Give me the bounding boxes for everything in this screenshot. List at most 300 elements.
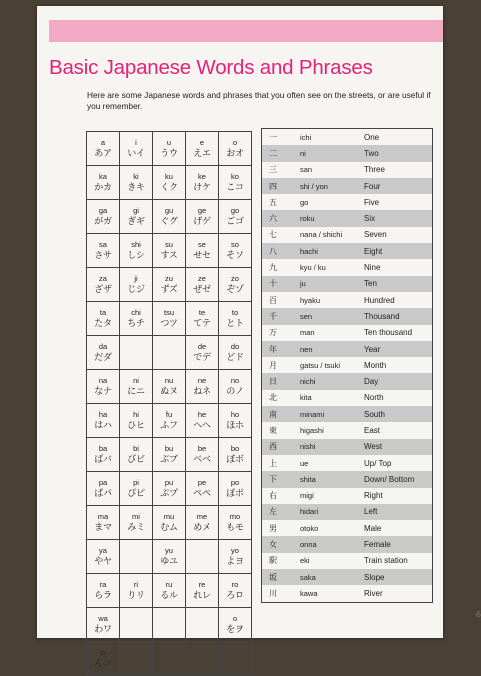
vocabulary-row <box>262 162 432 178</box>
kana-cell <box>219 506 252 540</box>
kana-cell <box>219 234 252 268</box>
kana-romaji: ge <box>197 205 207 215</box>
kana-cell <box>153 336 186 370</box>
kana-characters: とト <box>226 318 244 329</box>
kana-romaji: wa <box>98 613 108 623</box>
kana-romaji: pu <box>164 477 174 487</box>
romaji-reading: saka <box>300 572 316 582</box>
romaji-reading: nishi <box>300 442 316 452</box>
kana-characters: はハ <box>94 420 112 431</box>
kanji-character: 三 <box>269 165 277 175</box>
kanji-character: 一 <box>269 132 277 142</box>
vocabulary-row <box>262 276 432 292</box>
kana-characters: ねネ <box>193 386 211 397</box>
kana-cell <box>186 370 219 404</box>
english-meaning: Up/ Top <box>364 458 392 468</box>
kana-characters: つツ <box>160 318 178 329</box>
kana-characters: やヤ <box>94 556 112 567</box>
kana-cell <box>87 302 120 336</box>
kana-cell <box>186 336 219 370</box>
romaji-reading: shi / yon <box>300 181 328 191</box>
kana-characters: えエ <box>193 148 211 159</box>
kana-characters: りリ <box>127 590 145 601</box>
kana-romaji: mi <box>132 511 140 521</box>
kana-romaji: ri <box>133 579 139 589</box>
kana-romaji: bo <box>230 443 240 453</box>
kana-romaji: ro <box>231 579 239 589</box>
kana-romaji: pi <box>133 477 139 487</box>
romaji-reading: man <box>300 328 315 338</box>
page-number: 6 <box>476 610 481 619</box>
romaji-reading: ju <box>300 279 306 289</box>
kana-cell <box>153 472 186 506</box>
romaji-reading: ue <box>300 458 309 468</box>
kana-cell <box>186 404 219 438</box>
kanji-character: 南 <box>269 409 277 419</box>
kana-row <box>87 166 252 200</box>
english-meaning: Left <box>364 507 378 517</box>
kana-romaji: se <box>198 239 206 249</box>
kana-cell <box>87 472 120 506</box>
vocabulary-row <box>262 471 432 487</box>
kana-cell <box>186 200 219 234</box>
vocabulary-row <box>262 569 432 585</box>
vocabulary-row <box>262 536 432 552</box>
romaji-reading: sen <box>300 311 313 321</box>
kana-cell <box>219 472 252 506</box>
kana-characters: うウ <box>160 148 178 159</box>
kanji-character: 千 <box>269 311 277 321</box>
english-meaning: West <box>364 442 383 452</box>
kana-cell <box>120 336 153 370</box>
kana-cell <box>87 608 120 642</box>
kana-cell <box>219 404 252 438</box>
kana-characters: たタ <box>94 318 112 329</box>
kana-romaji: re <box>198 579 206 589</box>
kana-characters: ぬヌ <box>160 386 178 397</box>
kana-characters: ぶブ <box>160 454 178 465</box>
kana-romaji: pa <box>98 477 108 487</box>
kanji-character: 二 <box>269 148 277 158</box>
kana-characters: いイ <box>127 148 145 159</box>
kana-cell <box>219 438 252 472</box>
kana-romaji: nu <box>164 375 174 385</box>
english-meaning: Five <box>364 197 380 207</box>
kana-characters: ろロ <box>226 590 244 601</box>
kana-table <box>86 131 252 676</box>
vocabulary-row <box>262 243 432 259</box>
kana-characters: へヘ <box>193 420 211 431</box>
intro-paragraph: Here are some Japanese words and phrases that you often see on the streets, or are useful if you remember. <box>87 90 431 111</box>
kanji-character: 左 <box>269 507 277 517</box>
kana-characters: しシ <box>127 250 145 261</box>
kana-characters: ざザ <box>94 284 112 295</box>
kana-cell <box>186 540 219 574</box>
kanji-character: 百 <box>269 295 277 305</box>
kana-cell <box>120 608 153 642</box>
kana-row <box>87 438 252 472</box>
kanji-character: 東 <box>269 425 277 435</box>
kanji-character: 月 <box>269 360 277 370</box>
kana-characters: がガ <box>94 216 112 227</box>
kana-characters: んン <box>94 658 112 669</box>
kana-romaji: tsu <box>163 307 174 317</box>
english-meaning: Three <box>364 165 385 175</box>
vocabulary-row <box>262 325 432 341</box>
kana-cell <box>186 642 219 676</box>
kana-cell <box>87 268 120 302</box>
english-meaning: Ten <box>364 279 377 289</box>
english-meaning: Down/ Bottom <box>364 474 415 484</box>
kana-characters: めメ <box>193 522 211 533</box>
kana-row <box>87 506 252 540</box>
kana-romaji: fu <box>165 409 173 419</box>
kana-cell <box>186 574 219 608</box>
kana-row <box>87 472 252 506</box>
kana-characters: ずズ <box>160 284 178 295</box>
kana-cell <box>219 132 252 166</box>
romaji-reading: kyu / ku <box>300 263 326 273</box>
english-meaning: Four <box>364 181 381 191</box>
kanji-character: 年 <box>269 344 277 354</box>
kana-cell <box>87 574 120 608</box>
kana-cell <box>153 642 186 676</box>
kana-romaji: hi <box>133 409 139 419</box>
kana-romaji: ma <box>97 511 109 521</box>
kana-romaji: da <box>98 341 108 351</box>
kana-cell <box>153 302 186 336</box>
kana-cell <box>120 302 153 336</box>
english-meaning: Day <box>364 377 379 387</box>
kana-characters: ほホ <box>226 420 244 431</box>
kana-romaji: to <box>231 307 239 317</box>
kana-characters: のノ <box>226 386 244 397</box>
kanji-character: 坂 <box>269 572 277 582</box>
kana-characters: ぜゼ <box>193 284 211 295</box>
kana-characters: ひヒ <box>127 420 145 431</box>
vocabulary-row <box>262 553 432 569</box>
english-meaning: Month <box>364 360 387 370</box>
kana-cell <box>120 472 153 506</box>
vocabulary-row <box>262 357 432 373</box>
kana-romaji: bi <box>133 443 139 453</box>
kana-cell <box>153 506 186 540</box>
kana-characters: くク <box>160 182 178 193</box>
kana-characters: あア <box>94 148 112 159</box>
kana-characters: よヨ <box>226 556 244 567</box>
english-meaning: Female <box>364 540 391 550</box>
kana-characters: ぼボ <box>226 454 244 465</box>
kana-cell <box>219 268 252 302</box>
kana-characters: きキ <box>127 182 145 193</box>
vocabulary-row <box>262 422 432 438</box>
kana-characters: だダ <box>94 352 112 363</box>
romaji-reading: roku <box>300 214 315 224</box>
kana-characters: ぽポ <box>226 488 244 499</box>
kana-romaji: ji <box>134 273 138 283</box>
kana-cell <box>87 370 120 404</box>
kana-romaji: u <box>166 137 172 147</box>
kana-characters: こコ <box>226 182 244 193</box>
kana-romaji: i <box>135 137 137 147</box>
english-meaning: Right <box>364 491 383 501</box>
kana-characters: ぐグ <box>160 216 178 227</box>
kana-cell <box>87 506 120 540</box>
romaji-reading: san <box>300 165 313 175</box>
kanji-character: 五 <box>269 197 277 207</box>
kana-cell <box>186 608 219 642</box>
kana-cell <box>186 302 219 336</box>
kana-cell <box>219 200 252 234</box>
kanji-character: 四 <box>269 181 277 191</box>
kana-cell <box>87 234 120 268</box>
english-meaning: Hundred <box>364 295 395 305</box>
kana-cell <box>186 132 219 166</box>
kana-romaji: pe <box>197 477 207 487</box>
kana-characters: もモ <box>226 522 244 533</box>
kana-cell <box>87 540 120 574</box>
kana-romaji: go <box>230 205 240 215</box>
kanji-character: 十 <box>269 279 277 289</box>
kana-cell <box>153 132 186 166</box>
kana-characters: むム <box>160 522 178 533</box>
kana-cell <box>219 540 252 574</box>
romaji-reading: hyaku <box>300 295 321 305</box>
kana-romaji: na <box>98 375 108 385</box>
kana-cell <box>120 370 153 404</box>
kana-cell <box>219 166 252 200</box>
kana-row <box>87 540 252 574</box>
vocabulary-row <box>262 373 432 389</box>
kanji-character: 西 <box>269 442 277 452</box>
kanji-character: 男 <box>269 523 277 533</box>
english-meaning: Six <box>364 214 376 224</box>
kana-row <box>87 268 252 302</box>
romaji-reading: kita <box>300 393 312 403</box>
kana-romaji: chi <box>131 307 141 317</box>
kana-romaji: he <box>197 409 207 419</box>
romaji-reading: otoko <box>300 523 319 533</box>
kana-cell <box>87 132 120 166</box>
kana-cell <box>120 642 153 676</box>
english-meaning: Slope <box>364 572 385 582</box>
kana-cell <box>219 336 252 370</box>
vocabulary-row <box>262 308 432 324</box>
romaji-reading: nana / shichi <box>300 230 343 240</box>
vocabulary-row <box>262 439 432 455</box>
romaji-reading: gatsu / tsuki <box>300 360 341 370</box>
kana-row <box>87 200 252 234</box>
kana-romaji: ka <box>99 171 107 181</box>
kana-row <box>87 132 252 166</box>
kanji-character: 万 <box>269 328 277 338</box>
kana-romaji: yo <box>231 545 239 555</box>
kana-characters: そソ <box>226 250 244 261</box>
vocabulary-row <box>262 227 432 243</box>
english-meaning: Two <box>364 148 379 158</box>
kana-romaji: ne <box>197 375 207 385</box>
kana-cell <box>120 404 153 438</box>
kana-row <box>87 370 252 404</box>
kana-characters: なナ <box>94 386 112 397</box>
english-meaning: North <box>364 393 384 403</box>
vocabulary-row <box>262 145 432 161</box>
kana-romaji: shi <box>131 239 141 249</box>
kana-characters: べベ <box>193 454 211 465</box>
kana-romaji: mu <box>163 511 175 521</box>
kanji-character: 九 <box>269 263 277 273</box>
kana-characters: ふフ <box>160 420 178 431</box>
english-meaning: River <box>364 588 383 598</box>
kanji-character: 上 <box>269 458 277 468</box>
kana-romaji: o <box>232 613 238 623</box>
kana-romaji: n <box>100 647 106 657</box>
vocabulary-row <box>262 178 432 194</box>
kana-cell <box>219 574 252 608</box>
kana-romaji: ki <box>133 171 139 181</box>
romaji-reading: kawa <box>300 588 318 598</box>
romaji-reading: onna <box>300 540 317 550</box>
vocabulary-row <box>262 520 432 536</box>
kana-cell <box>153 268 186 302</box>
kana-romaji: ke <box>198 171 206 181</box>
kana-characters: どド <box>226 352 244 363</box>
kana-cell <box>186 506 219 540</box>
kana-characters: おオ <box>226 148 244 159</box>
kana-romaji: ze <box>198 273 206 283</box>
kana-characters: ゆユ <box>160 556 178 567</box>
vocabulary-row <box>262 259 432 275</box>
kana-characters: ぺペ <box>193 488 211 499</box>
romaji-reading: ni <box>300 148 306 158</box>
kana-characters: げゲ <box>193 216 211 227</box>
english-meaning: Male <box>364 523 382 533</box>
kana-cell <box>120 506 153 540</box>
kana-romaji: mo <box>229 511 241 521</box>
romaji-reading: shita <box>300 474 316 484</box>
kana-characters: でデ <box>193 352 211 363</box>
kana-romaji: o <box>232 137 238 147</box>
kanji-character: 川 <box>269 588 277 598</box>
kana-romaji: ya <box>99 545 107 555</box>
kana-romaji: no <box>230 375 240 385</box>
kana-characters: けケ <box>193 182 211 193</box>
kana-romaji: ko <box>231 171 239 181</box>
kana-cell <box>219 642 252 676</box>
kana-cell <box>219 370 252 404</box>
kana-characters: ごゴ <box>226 216 244 227</box>
kana-characters: てテ <box>193 318 211 329</box>
kana-characters: ちチ <box>127 318 145 329</box>
vocabulary-row <box>262 585 432 601</box>
kana-characters: るル <box>160 590 178 601</box>
kanji-character: 八 <box>269 246 277 256</box>
vocabulary-table <box>261 128 433 603</box>
kana-characters: びビ <box>127 454 145 465</box>
romaji-reading: hachi <box>300 246 318 256</box>
romaji-reading: nichi <box>300 377 316 387</box>
vocabulary-row <box>262 194 432 210</box>
kanji-character: 日 <box>269 377 277 387</box>
english-meaning: Train station <box>364 556 408 566</box>
kana-cell <box>219 302 252 336</box>
kana-romaji: ga <box>98 205 108 215</box>
kana-romaji: de <box>197 341 207 351</box>
kana-characters: さサ <box>94 250 112 261</box>
romaji-reading: go <box>300 197 309 207</box>
kana-cell <box>153 404 186 438</box>
romaji-reading: higashi <box>300 425 324 435</box>
romaji-reading: nen <box>300 344 313 354</box>
kana-cell <box>87 200 120 234</box>
kana-cell <box>87 404 120 438</box>
kana-characters: ぱパ <box>94 488 112 499</box>
kana-romaji: so <box>231 239 239 249</box>
kana-cell <box>120 268 153 302</box>
kana-cell <box>186 234 219 268</box>
kana-romaji: ba <box>98 443 108 453</box>
kana-romaji: ku <box>165 171 173 181</box>
kana-romaji: do <box>230 341 240 351</box>
kana-characters: すス <box>160 250 178 261</box>
vocabulary-row <box>262 129 432 145</box>
kanji-character: 下 <box>269 474 277 484</box>
vocabulary-row <box>262 341 432 357</box>
english-meaning: South <box>364 409 385 419</box>
kana-characters: らラ <box>94 590 112 601</box>
kana-characters: せセ <box>193 250 211 261</box>
vocabulary-row <box>262 406 432 422</box>
kana-characters: ぷプ <box>160 488 178 499</box>
romaji-reading: hidari <box>300 507 319 517</box>
vocabulary-row <box>262 390 432 406</box>
kana-romaji: sa <box>99 239 107 249</box>
romaji-reading: eki <box>300 556 310 566</box>
kana-romaji: ho <box>230 409 240 419</box>
kana-characters: じジ <box>127 284 145 295</box>
kana-characters: みミ <box>127 522 145 533</box>
kana-romaji: ta <box>99 307 107 317</box>
kana-cell <box>120 438 153 472</box>
english-meaning: Eight <box>364 246 383 256</box>
kana-characters: をヲ <box>226 624 244 635</box>
kana-romaji: su <box>165 239 173 249</box>
kana-characters: ぞゾ <box>226 284 244 295</box>
kana-characters: ぴピ <box>127 488 145 499</box>
kana-characters: ばバ <box>94 454 112 465</box>
vocabulary-row <box>262 488 432 504</box>
kana-romaji: te <box>198 307 206 317</box>
kana-cell <box>186 166 219 200</box>
kana-cell <box>153 608 186 642</box>
kana-romaji: gu <box>164 205 174 215</box>
kana-cell <box>219 608 252 642</box>
kana-row <box>87 302 252 336</box>
kana-romaji: za <box>99 273 107 283</box>
vocabulary-row <box>262 504 432 520</box>
kanji-character: 右 <box>269 491 277 501</box>
english-meaning: One <box>364 132 380 142</box>
kana-cell <box>120 540 153 574</box>
kana-cell <box>87 336 120 370</box>
kana-cell <box>153 166 186 200</box>
kana-cell <box>120 574 153 608</box>
kana-cell <box>186 438 219 472</box>
kana-romaji: me <box>196 511 208 521</box>
kanji-character: 六 <box>269 214 277 224</box>
kana-cell <box>153 234 186 268</box>
kana-characters: まマ <box>94 522 112 533</box>
